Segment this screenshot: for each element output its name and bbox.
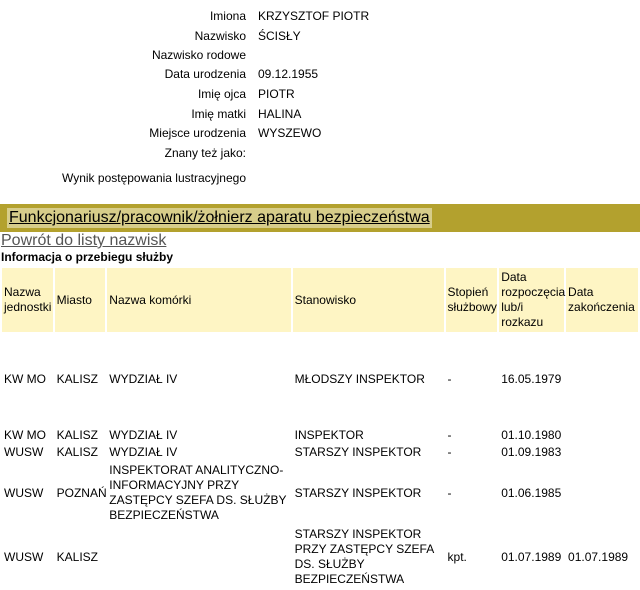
- category-banner-text: Funkcjonariusz/pracownik/żołnierz aparatu bezpieczeństwa: [9, 209, 430, 226]
- table-cell: INSPEKTORAT ANALITYCZNO-INFORMACYJNY PRZY ZASTĘPCY SZEFA DS. SŁUŻBY BEZPIECZEŃSTWA: [109, 463, 287, 522]
- info-value: PIOTR: [258, 87, 295, 101]
- info-row-maiden-name: [0, 45, 640, 65]
- info-row-surname: [0, 26, 640, 46]
- table-cell: STARSZY INSPEKTOR PRZY ZASTĘPCY SZEFA DS. SŁUŻBY BEZPIECZEŃSTWA: [294, 527, 434, 586]
- table-cell: WUSW: [4, 445, 44, 459]
- table-row: [2, 445, 638, 460]
- info-row-birth-place: [0, 123, 640, 143]
- info-label: Nazwisko rodowe: [151, 48, 246, 62]
- info-label: Miejsce urodzenia: [149, 126, 246, 140]
- column-header-cell-name: Nazwa komórki: [107, 268, 290, 332]
- table-cell: [566, 462, 638, 524]
- table-cell: 01.09.1983: [501, 445, 562, 459]
- table-cell: INSPEKTOR: [294, 428, 364, 442]
- service-history-table: [0, 266, 640, 590]
- category-banner: [0, 204, 640, 232]
- table-cell: -: [447, 485, 452, 500]
- column-header-start-date: Data rozpoczęcia lub/i rozkazu: [499, 268, 564, 332]
- table-cell: kpt.: [447, 549, 467, 564]
- section-title: Informacja o przebiegu służby: [1, 250, 174, 264]
- table-cell: STARSZY INSPEKTOR: [294, 485, 422, 500]
- info-value: 09.12.1955: [258, 67, 319, 81]
- table-cell: 01.07.1989: [568, 549, 629, 564]
- table-row: [2, 426, 638, 443]
- table-cell: WUSW: [4, 549, 44, 564]
- table-row: [2, 462, 638, 524]
- info-row-birth-date: [0, 64, 640, 84]
- column-header-position: Stanowisko: [293, 268, 444, 332]
- table-cell: KW MO: [4, 371, 46, 386]
- info-value: WYSZEWO: [258, 126, 322, 140]
- info-row-mother-name: [0, 104, 640, 124]
- table-cell: KW MO: [4, 428, 46, 442]
- info-row-lustration-result: [0, 168, 640, 188]
- table-cell: WYDZIAŁ IV: [109, 371, 178, 386]
- table-cell: [107, 526, 290, 588]
- column-header-end-date: Data zakończenia: [566, 268, 638, 332]
- info-label: Nazwisko: [194, 29, 246, 43]
- table-cell: STARSZY INSPEKTOR: [294, 445, 422, 459]
- info-label: Imiona: [209, 9, 246, 23]
- table-cell: WYDZIAŁ IV: [109, 445, 178, 459]
- table-cell: WUSW: [4, 485, 44, 500]
- table-cell: -: [447, 445, 452, 459]
- info-label: Imię matki: [191, 107, 246, 121]
- info-label: Wynik postępowania lustracyjnego: [62, 171, 246, 185]
- table-cell: 01.07.1989: [501, 549, 562, 564]
- column-header-unit: Nazwa jednostki: [2, 268, 53, 332]
- table-cell: [566, 426, 638, 443]
- info-label: Imię ojca: [197, 87, 246, 101]
- column-header-rank: Stopień służbowy: [446, 268, 498, 332]
- table-cell: MŁODSZY INSPEKTOR: [294, 371, 425, 386]
- column-header-city: Miasto: [55, 268, 106, 332]
- info-value: ŚCISŁY: [258, 29, 301, 43]
- info-value: KRZYSZTOF PIOTR: [258, 9, 370, 23]
- table-cell: [566, 334, 638, 424]
- table-cell: -: [447, 371, 452, 386]
- table-cell: KALISZ: [56, 445, 98, 459]
- table-cell: 01.10.1980: [501, 428, 562, 442]
- table-cell: KALISZ: [56, 371, 98, 386]
- table-header-row: [2, 268, 638, 332]
- table-row: [2, 334, 638, 424]
- table-cell: 16.05.1979: [501, 371, 562, 386]
- table-cell: WYDZIAŁ IV: [109, 428, 178, 442]
- info-value: HALINA: [258, 107, 302, 121]
- info-label: Data urodzenia: [164, 67, 246, 81]
- info-row-first-names: [0, 6, 640, 26]
- back-to-list-link[interactable]: Powrót do listy nazwisk: [1, 232, 167, 249]
- table-cell: POZNAŃ: [56, 485, 107, 500]
- info-row-father-name: [0, 84, 640, 104]
- info-label: Znany też jako:: [164, 146, 246, 160]
- table-cell: 01.06.1985: [501, 485, 562, 500]
- info-row-also-known-as: [0, 143, 640, 163]
- table-row: [2, 526, 638, 588]
- table-cell: [566, 445, 638, 460]
- table-cell: KALISZ: [56, 549, 98, 564]
- table-cell: KALISZ: [56, 428, 98, 442]
- table-cell: -: [447, 428, 452, 442]
